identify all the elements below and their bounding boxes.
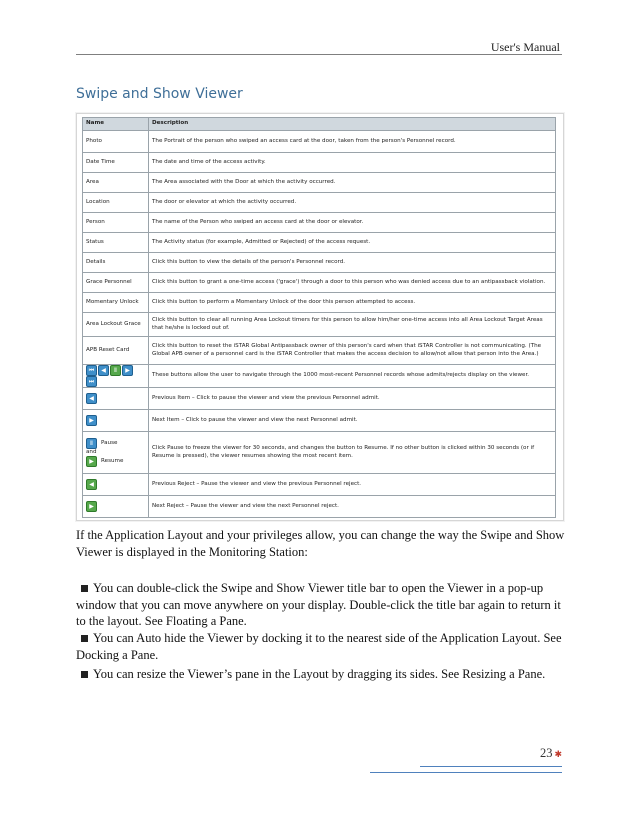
page-marker-icon: ✱: [554, 749, 562, 759]
table-row: [83, 432, 556, 474]
bullet-text: You can resize the Viewer’s pane in the Layout by dragging its sides. See Resizing a Pane.: [93, 667, 546, 681]
table-row: [83, 193, 556, 213]
resume-label: Resume: [101, 458, 124, 464]
bullet-icon: [81, 671, 88, 678]
row-description: The Portrait of the person who swiped an access card at the door, taken from the person's Personnel record.: [149, 131, 556, 153]
table-row: [83, 313, 556, 337]
row-name: Photo: [83, 131, 149, 153]
table-header-row: [83, 118, 556, 131]
previous-icon[interactable]: ◀: [98, 365, 109, 376]
bullet-icon: [81, 635, 88, 642]
running-header: User's Manual: [490, 40, 560, 54]
row-description: Click this button to clear all running Area Lockout timers for this person to allow him/her one-time access into all Area Lockout Target Areas that he/she is locked out of.: [149, 313, 556, 337]
column-header-name: Name: [83, 118, 149, 131]
previous-item-icon[interactable]: ◀: [86, 393, 97, 404]
pause-label: Pause: [101, 439, 118, 446]
row-name: Details: [83, 253, 149, 273]
bullet-item-1: [76, 580, 566, 630]
row-description: Next Reject – Pause the viewer and view the next Personnel reject.: [149, 496, 556, 518]
bullet-text: You can double-click the Swipe and Show Viewer title bar to open the Viewer in a pop-up window that you can move anywhere on your display. Double-click the title bar again to return it to the layout. See Floating a Pane.: [76, 581, 561, 628]
table-row: [83, 337, 556, 365]
row-name: Date Time: [83, 153, 149, 173]
row-name: Area: [83, 173, 149, 193]
row-description: The Activity status (for example, Admitted or Rejected) of the access request.: [149, 233, 556, 253]
table-row: [83, 131, 556, 153]
row-description: Previous Item – Click to pause the viewer and view the previous Personnel admit.: [149, 388, 556, 410]
table-row: [83, 496, 556, 518]
nav-buttons-cell: [83, 365, 149, 388]
row-description: Click this button to reset the iSTAR Global Antipassback owner of this person's card when that iSTAR Controller is not communicating. (The Global APB owner of a personnel card is the iSTAR Controller that makes the access decision to allow/not allow that person into the Area.): [149, 337, 556, 365]
row-name: APB Reset Card: [83, 337, 149, 365]
previous-reject-icon[interactable]: ◀: [86, 479, 97, 490]
row-name: Momentary Unlock: [83, 293, 149, 313]
bullet-icon: [81, 585, 88, 592]
row-name: Grace Personnel: [83, 273, 149, 293]
row-description: Click Pause to freeze the viewer for 30 seconds, and changes the button to Resume. If no other button is clicked within 30 seconds (or if Resume is pressed), the viewer resumes showing the most recent item.: [149, 432, 556, 474]
row-description: These buttons allow the user to navigate through the 1000 most-recent Personnel records whose admits/rejects display on the viewer.: [149, 365, 556, 388]
row-description: Click this button to grant a one-time access ('grace') through a door to this person who was denied access due to an antipassback violation.: [149, 273, 556, 293]
next-icon[interactable]: ▶: [122, 365, 133, 376]
pause-button-icon[interactable]: Ⅱ: [86, 438, 97, 449]
intro-paragraph: If the Application Layout and your privileges allow, you can change the way the Swipe and Show Viewer is displayed in the Monitoring Station:: [76, 528, 565, 559]
and-label: and: [86, 448, 97, 455]
row-description: The name of the Person who swiped an access card at the door or elevator.: [149, 213, 556, 233]
reference-table: [82, 117, 556, 518]
bullet-text: You can Auto hide the Viewer by docking it to the nearest side of the Application Layout. See Docking a Pane.: [76, 631, 562, 662]
table-row: [83, 474, 556, 496]
table-row: [83, 273, 556, 293]
table-row: [83, 388, 556, 410]
table-row: [83, 213, 556, 233]
table-row: [83, 153, 556, 173]
row-description: Click this button to view the details of the person's Personnel record.: [149, 253, 556, 273]
row-description: The Area associated with the Door at which the activity occurred.: [149, 173, 556, 193]
row-name: Location: [83, 193, 149, 213]
table-row: [83, 173, 556, 193]
footer-rule: [420, 766, 562, 767]
table-row: [83, 293, 556, 313]
row-description: Next Item – Click to pause the viewer and view the next Personnel admit.: [149, 410, 556, 432]
pause-icon[interactable]: Ⅱ: [110, 365, 121, 376]
next-reject-icon[interactable]: ▶: [86, 501, 97, 512]
table-row: [83, 410, 556, 432]
row-name: Status: [83, 233, 149, 253]
table-row: [83, 233, 556, 253]
row-description: Click this button to perform a Momentary Unlock of the door this person attempted to access.: [149, 293, 556, 313]
table-row: [83, 253, 556, 273]
table-row: [83, 365, 556, 388]
first-item-icon[interactable]: ⏮: [86, 365, 97, 376]
footer-rule: [370, 772, 562, 773]
bullet-item-3: [76, 666, 566, 683]
row-description: The door or elevator at which the activity occurred.: [149, 193, 556, 213]
row-description: The date and time of the access activity.: [149, 153, 556, 173]
last-item-icon[interactable]: ⏭: [86, 376, 97, 387]
resume-button-icon[interactable]: ▶: [86, 456, 97, 467]
next-item-icon[interactable]: ▶: [86, 415, 97, 426]
section-title: Swipe and Show Viewer: [76, 86, 243, 102]
page-number: 23 ✱: [539, 746, 562, 760]
row-name: Person: [83, 213, 149, 233]
column-header-description: Description: [149, 118, 556, 131]
bullet-item-2: [76, 630, 566, 663]
row-description: Previous Reject – Pause the viewer and view the previous Personnel reject.: [149, 474, 556, 496]
row-name: Area Lockout Grace: [83, 313, 149, 337]
header-rule: [76, 54, 562, 55]
